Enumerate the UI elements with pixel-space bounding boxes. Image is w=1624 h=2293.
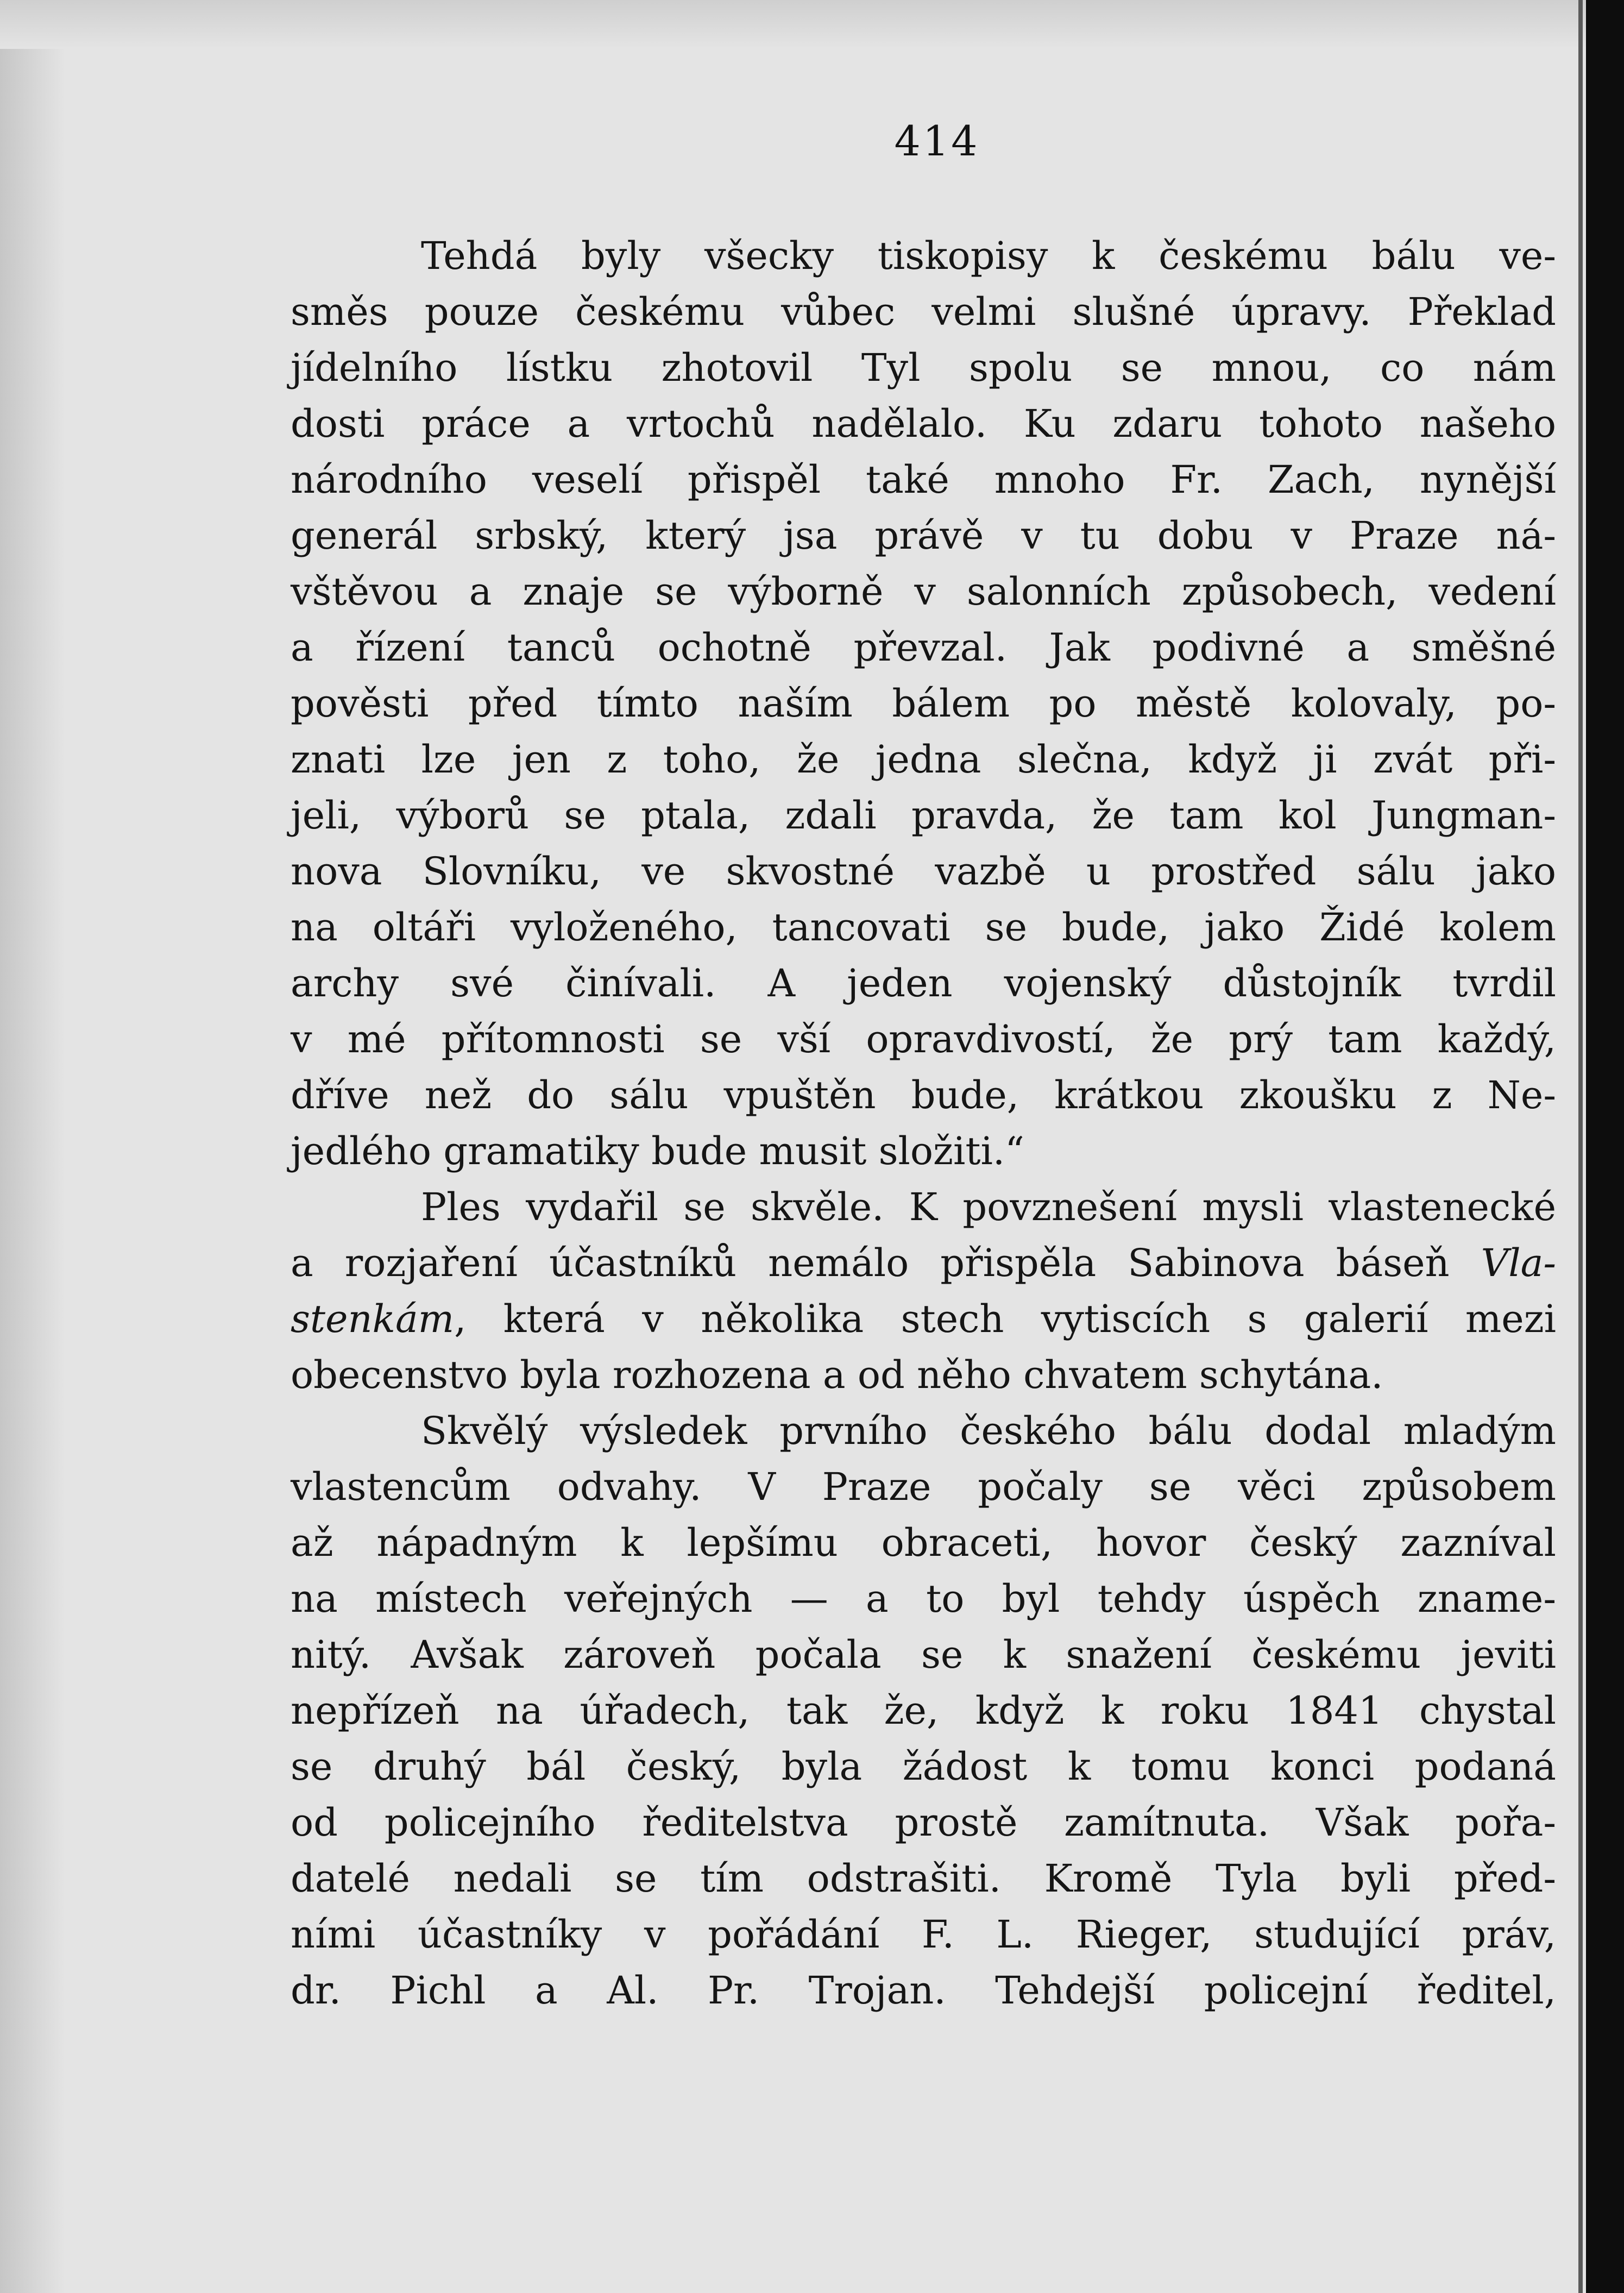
page-shadow-left (0, 0, 65, 2293)
body-text (291, 228, 1556, 2019)
text-line: dříve než do sálu vpuštěn bude, krátkou zkoušku z Ne- (291, 1073, 1556, 1117)
text-line: od policejního ředitelstva prostě zamítnuta. Však pořa- (291, 1800, 1556, 1845)
text-line: dosti práce a vrtochů nadělalo. Ku zdaru tohoto našeho (291, 401, 1556, 446)
text-line: pověsti před tímto naším bálem po městě kolovaly, po- (291, 681, 1556, 726)
page-edge-line (1578, 0, 1583, 2293)
text-line: na místech veřejných — a to byl tehdy úspěch zname- (291, 1576, 1556, 1621)
text-line: datelé nedali se tím odstrašiti. Kromě Tyla byli před- (291, 1856, 1556, 1901)
text-line: v mé přítomnosti se vší opravdivostí, že prý tam každý, (291, 1017, 1556, 1061)
text-line: Skvělý výsledek prvního českého bálu dodal mladým (421, 1409, 1556, 1453)
text-line: jedlého gramatiky bude musit složiti.“ (291, 1129, 1024, 1173)
text-line: vštěvou a znaje se výborně v salonních způsobech, vedení (291, 569, 1556, 614)
text-line (291, 1291, 1556, 1347)
text-line (291, 1235, 1556, 1291)
text-line: jeli, výborů se ptala, zdali pravda, že tam kol Jungman- (291, 793, 1556, 838)
paragraph (291, 228, 1556, 1179)
paragraph (291, 1403, 1556, 2019)
text-line: směs pouze českému vůbec velmi slušné úpravy. Překlad (291, 290, 1556, 334)
poem-title-part: stenkám (291, 1297, 455, 1341)
text-line: na oltáři vyloženého, tancovati se bude, jako Židé kolem (291, 905, 1556, 950)
page-edge-border (1586, 0, 1624, 2293)
poem-title-part: Vla- (1481, 1241, 1556, 1285)
text-line: nova Slovníku, ve skvostné vazbě u prostřed sálu jako (291, 849, 1556, 894)
text-run: , která v několika stech vytiscích s galerií mezi (454, 1297, 1556, 1341)
paragraph (291, 1179, 1556, 1403)
text-line: znati lze jen z toho, že jedna slečna, když ji zvát při- (291, 737, 1556, 782)
text-line: se druhý bál český, byla žádost k tomu konci podaná (291, 1744, 1556, 1789)
text-line: až nápadným k lepšímu obraceti, hovor český zazníval (291, 1521, 1556, 1565)
text-line: generál srbský, který jsa právě v tu dobu v Praze ná- (291, 513, 1556, 558)
text-line: a řízení tanců ochotně převzal. Jak podivné a směšné (291, 625, 1556, 670)
text-line: nitý. Avšak zároveň počala se k snažení českému jeviti (291, 1632, 1556, 1677)
text-run: a rozjaření účastníků nemálo přispěla Sabinova báseň (291, 1241, 1481, 1285)
text-line: vlastencům odvahy. V Praze počaly se věci způsobem (291, 1465, 1556, 1509)
text-line: archy své činívali. A jeden vojenský důstojník tvrdil (291, 961, 1556, 1006)
text-line: ními účastníky v pořádání F. L. Rieger, studující práv, (291, 1912, 1556, 1957)
text-line: Tehdá byly všecky tiskopisy k českému bálu ve- (421, 234, 1556, 278)
text-line: obecenstvo byla rozhozena a od něho chvatem schytána. (291, 1353, 1383, 1397)
text-line: jídelního lístku zhotovil Tyl spolu se mnou, co nám (291, 345, 1556, 390)
page-number: 414 (894, 117, 980, 165)
page-shadow-top (0, 0, 1586, 49)
text-line: nepřízeň na úřadech, tak že, když k roku 1841 chystal (291, 1688, 1556, 1733)
text-line: národního veselí přispěl také mnoho Fr. Zach, nynější (291, 457, 1556, 502)
text-line: Ples vydařil se skvěle. K povznešení mysli vlastenecké (421, 1185, 1556, 1229)
text-line: dr. Pichl a Al. Pr. Trojan. Tehdejší policejní ředitel, (291, 1968, 1556, 2013)
